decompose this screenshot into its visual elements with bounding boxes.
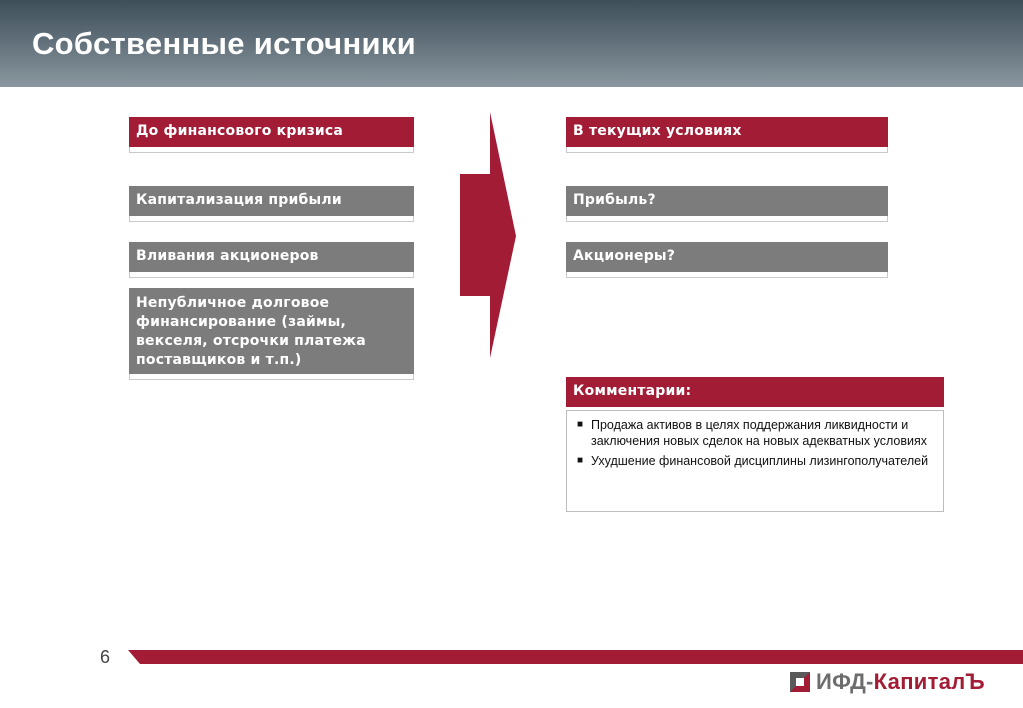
square-bullet-icon: ■ [577,419,584,430]
company-logo [790,670,985,694]
page-number: 6 [100,647,111,667]
square-bullet-icon: ■ [577,455,584,466]
left-item-shareholders: Вливания акционеров [129,242,414,272]
left-item-underline [129,374,414,380]
comments-title: Комментарии: [566,377,944,407]
right-item-underline [566,216,888,222]
slide-header [0,0,1023,87]
logo-mark-icon [790,672,810,692]
left-item-underline [129,272,414,278]
comment-item: ■ Ухудшение финансовой дисциплины лизингополучателей [577,454,929,468]
right-item-underline [566,272,888,278]
left-title-underline [129,147,414,153]
right-item-shareholders: Акционеры? [566,242,888,272]
left-column-title: До финансового кризиса [129,117,414,147]
logo-text: ИФД-КапиталЪ [816,669,985,694]
left-item-capitalization: Капитализация прибыли [129,186,414,216]
footer-stripe [128,650,1023,664]
left-item-debt-financing: Непубличное долговое финансирование (займы, векселя, отсрочки платежа поставщиков и т.п.) [129,288,414,374]
comments-box [566,410,944,512]
left-item-underline [129,216,414,222]
slide-title: Собственные источники [32,26,417,61]
right-title-underline [566,147,888,153]
right-column-title: В текущих условиях [566,117,888,147]
comment-item: ■ Продажа активов в целях поддержания ликвидности и заключения новых сделок на новых адекватных условиях [577,418,927,448]
right-arrow-icon [458,112,518,360]
right-item-profit: Прибыль? [566,186,888,216]
